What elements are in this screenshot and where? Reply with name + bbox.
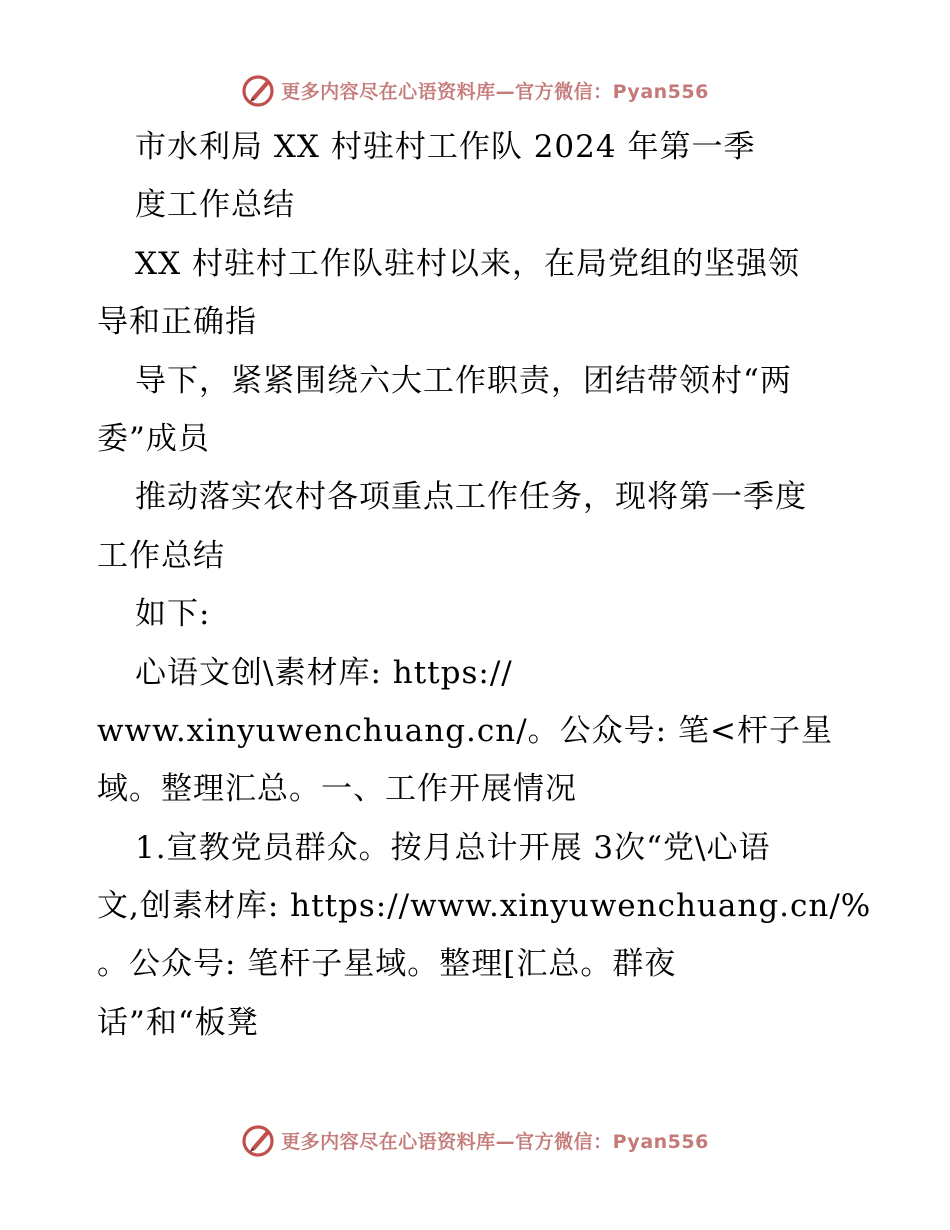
footer-watermark-text: 更多内容尽在心语资料库—官方微信：Pyan556	[281, 1130, 709, 1153]
text-line: 委”成员	[97, 420, 210, 457]
document-body	[97, 118, 872, 1052]
text-line: 导和正确指	[97, 304, 257, 341]
text-line: 心语文创\素材库: https://	[135, 654, 513, 691]
text-line: 如下:	[135, 596, 211, 633]
text-line: 市水利局 XX 村驻村工作队 2024 年第一季	[135, 129, 756, 165]
header-watermark-text: 更多内容尽在心语资料库—官方微信：Pyan556	[281, 80, 709, 103]
text-line: 度工作总结	[135, 187, 295, 224]
header-watermark-banner	[0, 70, 950, 110]
text-line: 1.宣教党员群众。按月总计开展 3次“党\心语	[135, 829, 771, 866]
pen-logo-icon	[241, 73, 275, 107]
text-line: XX 村驻村工作队驻村以来，在局党组的坚强领	[135, 245, 800, 282]
text-line: 推动落实农村各项重点工作任务，现将第一季度	[135, 479, 807, 516]
text-line: 文,创素材库: https://www.xinyuwenchuang.cn/%	[97, 888, 872, 925]
text-line: 导下，紧紧围绕六大工作职责，团结带领村“两	[135, 362, 792, 399]
text-line: 。公众号: 笔杆子星域。整理[汇总。群夜	[97, 946, 677, 983]
text-line: 工作总结	[97, 537, 225, 574]
pen-logo-icon	[241, 1123, 275, 1157]
text-line: 话”和“板凳	[97, 1004, 259, 1041]
text-line: 域。整理汇总。一、工作开展情况	[97, 771, 577, 808]
text-line: www.xinyuwenchuang.cn/。公众号: 笔<杆子星	[97, 712, 833, 749]
footer-watermark-banner	[0, 1120, 950, 1160]
